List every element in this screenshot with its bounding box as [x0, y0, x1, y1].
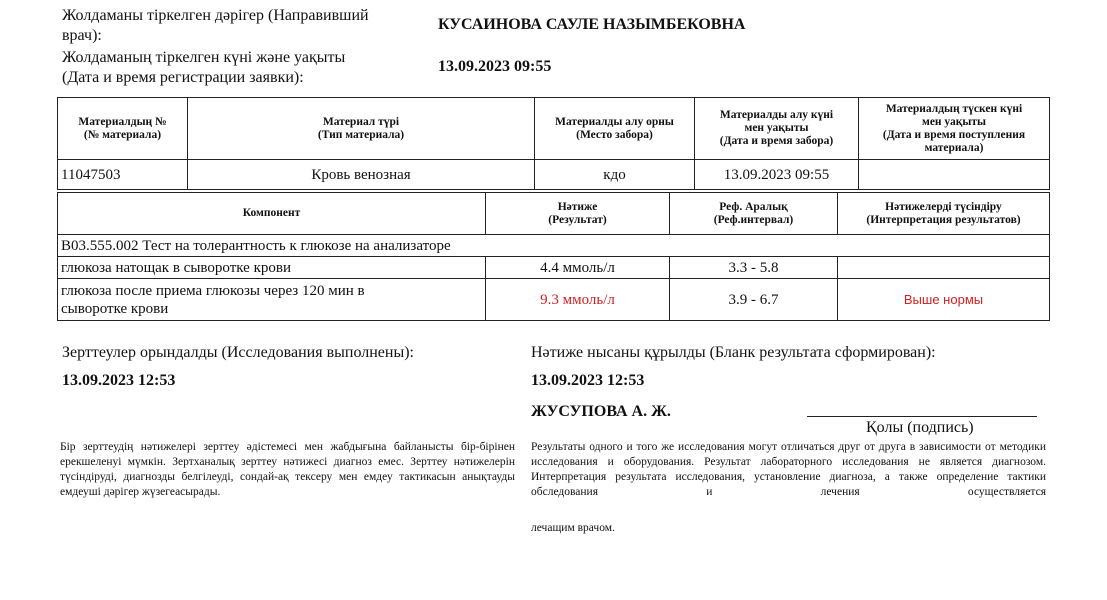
material-type: Кровь венозная	[188, 160, 535, 190]
component-name: глюкоза натощак в сыворотке крови	[58, 257, 486, 279]
collection-datetime-header: Материалды алу күні мен уақыты (Дата и время забора)	[695, 98, 859, 160]
reference-range: 3.3 - 5.8	[670, 257, 838, 279]
signature-line	[807, 416, 1037, 417]
referring-doctor-label: Жолдаманы тіркелген дәрігер (Направивший врач):	[62, 7, 369, 44]
interpretation	[838, 257, 1050, 279]
component-header: Компонент	[58, 193, 486, 235]
material-row	[58, 160, 1050, 190]
registration-datetime: 13.09.2023 09:55	[438, 58, 552, 75]
collection-place-header: Материалды алу орны (Место забора)	[535, 98, 695, 160]
results-header-row	[58, 193, 1050, 235]
results-table	[57, 192, 1050, 321]
material-table-header-row	[58, 98, 1050, 160]
performed-label: Зерттеулер орындалды (Исследования выполнены):	[62, 344, 414, 361]
registration-date-label: Жолдаманың тіркелген күні және уақыты (Дата и время регистрации заявки):	[62, 49, 346, 86]
performed-datetime: 13.09.2023 12:53	[62, 372, 176, 389]
collection-datetime: 13.09.2023 09:55	[695, 160, 859, 190]
material-number-header: Материалдың № (№ материала)	[58, 98, 188, 160]
formed-datetime: 13.09.2023 12:53	[531, 372, 645, 389]
table-row	[58, 279, 1050, 321]
receipt-datetime	[859, 160, 1050, 190]
formed-label: Нәтиже нысаны құрылды (Бланк результата сформирован):	[531, 344, 936, 361]
disclaimer-kz: Бір зерттеудің нәтижелері зерттеу әдістемесі мен жабдығына байланысты бір-бірінен ерекшеленуі мүмкін. Зертханалық зерттеу нәтижесі диагноз емес. Зерттеу нәтижелерін түсіндіруді, диагнозды белгілеуді, сондай-ақ тексеру мен емдеу тактикасын анықтауды емдеуші дәрігер жүзегеасырады.	[60, 441, 515, 498]
interpretation-abnormal: Выше нормы	[838, 279, 1050, 321]
reference-header: Реф. Аралық (Реф.интервал)	[670, 193, 838, 235]
material-table	[57, 97, 1050, 190]
test-name: B03.555.002 Тест на толерантность к глюкозе на анализаторе	[58, 235, 1050, 257]
disclaimer-ru: Результаты одного и того же исследования могут отличаться друг от друга в зависимости от методики исследования и оборудования. Результат лабораторного исследования не является диагнозом. Интерпретация результата исследования, установление диагноза, а также определение тактики обследования и лечения осуществляется	[531, 441, 1046, 498]
signer-name: ЖУСУПОВА А. Ж.	[531, 403, 671, 420]
referring-doctor-name: КУСАИНОВА САУЛЕ НАЗЫМБЕКОВНА	[438, 16, 746, 33]
result-value-abnormal: 9.3 ммоль/л	[486, 279, 670, 321]
signature-label: Қолы (подпись)	[866, 419, 974, 436]
table-row	[58, 257, 1050, 279]
result-value: 4.4 ммоль/л	[486, 257, 670, 279]
receipt-datetime-header: Материалдың түскен күні мен уақыты (Дата и время поступления материала)	[859, 98, 1050, 160]
collection-place: кдо	[535, 160, 695, 190]
test-name-row	[58, 235, 1050, 257]
interpretation-header: Нәтижелерді түсіндіру (Интерпретация результатов)	[838, 193, 1050, 235]
result-header: Нәтиже (Результат)	[486, 193, 670, 235]
disclaimer-ru-last: лечащим врачом.	[531, 522, 615, 534]
material-number: 11047503	[58, 160, 188, 190]
material-type-header: Материал түрі (Тип материала)	[188, 98, 535, 160]
component-name: глюкоза после приема глюкозы через 120 мин в сыворотке крови	[58, 279, 486, 321]
reference-range: 3.9 - 6.7	[670, 279, 838, 321]
